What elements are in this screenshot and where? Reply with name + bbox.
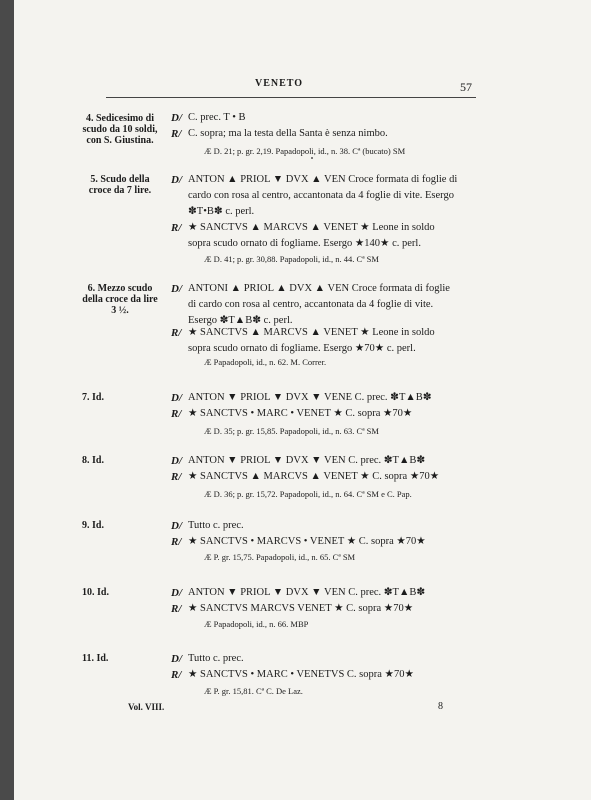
obverse-marker: D/ <box>171 112 182 124</box>
obverse-text: Tutto c. prec. <box>188 520 244 531</box>
obverse-marker: D/ <box>171 455 182 467</box>
entry-details: Æ Papadopoli, id., n. 66. MBP <box>204 619 309 629</box>
entry-details: Æ P. gr. 15,81. Cª C. De Laz. <box>204 686 303 696</box>
entry-details: Æ D. 35; p. gr. 15,85. Papadopoli, id., n. 63. Cª SM <box>204 426 379 436</box>
header-rule <box>106 97 476 98</box>
reverse-marker: R/ <box>171 128 182 140</box>
reverse-text: ★ SANCTVS ▲ MARCVS ▲ VENET ★ C. sopra ★70★ <box>188 471 440 482</box>
entry-label: 5. Scudo della croce da 7 lire. <box>88 174 152 196</box>
obverse-marker: D/ <box>171 392 182 404</box>
entry-label: 7. Id. <box>82 392 104 403</box>
entry-label: 4. Sedicesimo di scudo da 10 soldi, con S. Giustina. <box>82 113 158 146</box>
reverse-marker: R/ <box>171 222 182 234</box>
obverse-text: ANTON ▲ PRIOL ▼ DVX ▲ VEN Croce formata di foglie di cardo con rosa al centro, accantonata da 4 foglie di vite. Esergo ✽T•B✽ c. perl. <box>188 174 458 217</box>
book-page <box>14 0 591 800</box>
obverse-marker: D/ <box>171 283 182 295</box>
entry-label: 10. Id. <box>82 587 109 598</box>
obverse-text: ANTON ▼ PRIOL ▼ DVX ▼ VEN C. prec. ✽T▲B✽ <box>188 587 426 598</box>
reverse-text: ★ SANCTVS • MARC • VENETVS C. sopra ★70★ <box>188 669 414 680</box>
running-title: VENETO <box>255 78 304 89</box>
obverse-marker: D/ <box>171 174 182 186</box>
reverse-marker: R/ <box>171 408 182 420</box>
ink-speck <box>311 157 313 159</box>
entry-label: 8. Id. <box>82 455 104 466</box>
obverse-text: C. prec. T • B <box>188 112 246 123</box>
obverse-text: ANTONI ▲ PRIOL ▲ DVX ▲ VEN Croce formata di foglie di cardo con rosa al centro, accantonata da 4 foglie di vite. Esergo ✽T▲B✽ c. perl. <box>188 283 450 326</box>
entry-label: 6. Mezzo scudo della croce da lire 3 ½. <box>82 283 158 316</box>
entry-details: Æ D. 21; p. gr. 2,19. Papadopoli, id., n. 38. Cª (bucato) SM <box>204 146 406 156</box>
signature-mark: 8 <box>438 701 443 712</box>
obverse-text: Tutto c. prec. <box>188 653 244 664</box>
reverse-marker: R/ <box>171 471 182 483</box>
entry-details: Æ P. gr. 15,75. Papadopoli, id., n. 65. Cª SM <box>204 552 356 562</box>
entry-details: Æ D. 36; p. gr. 15,72. Papadopoli, id., n. 64. Cª SM e C. Pap. <box>204 489 412 499</box>
reverse-text: ★ SANCTVS ▲ MARCVS ▲ VENET ★ Leone in soldo sopra scudo ornato di fogliame. Esergo ★70★ c. perl. <box>188 327 435 354</box>
volume-label: Vol. VIII. <box>128 702 165 712</box>
obverse-marker: D/ <box>171 587 182 599</box>
entry-details: Æ D. 41; p. gr. 30,88. Papadopoli, id., n. 44. Cª SM <box>204 254 379 264</box>
reverse-marker: R/ <box>171 327 182 339</box>
reverse-marker: R/ <box>171 603 182 615</box>
obverse-text: ANTON ▼ PRIOL ▼ DVX ▼ VENE C. prec. ✽T▲B✽ <box>188 392 432 403</box>
reverse-text: ★ SANCTVS • MARCVS • VENET ★ C. sopra ★70★ <box>188 536 426 547</box>
reverse-marker: R/ <box>171 536 182 548</box>
reverse-marker: R/ <box>171 669 182 681</box>
reverse-text: C. sopra; ma la testa della Santa è senza nimbo. <box>188 128 388 139</box>
page-number: 57 <box>460 80 472 94</box>
reverse-text: ★ SANCTVS • MARC • VENET ★ C. sopra ★70★ <box>188 408 413 419</box>
obverse-marker: D/ <box>171 520 182 532</box>
entry-label: 9. Id. <box>82 520 104 531</box>
reverse-text: ★ SANCTVS MARCVS VENET ★ C. sopra ★70★ <box>188 603 414 614</box>
obverse-marker: D/ <box>171 653 182 665</box>
entry-details: Æ Papadopoli, id., n. 62. M. Correr. <box>204 357 327 367</box>
reverse-text: ★ SANCTVS ▲ MARCVS ▲ VENET ★ Leone in soldo sopra scudo ornato di fogliame. Esergo ★140★ c. perl. <box>188 222 435 249</box>
obverse-text: ANTON ▼ PRIOL ▼ DVX ▼ VEN C. prec. ✽T▲B✽ <box>188 455 426 466</box>
entry-label: 11. Id. <box>82 653 109 664</box>
